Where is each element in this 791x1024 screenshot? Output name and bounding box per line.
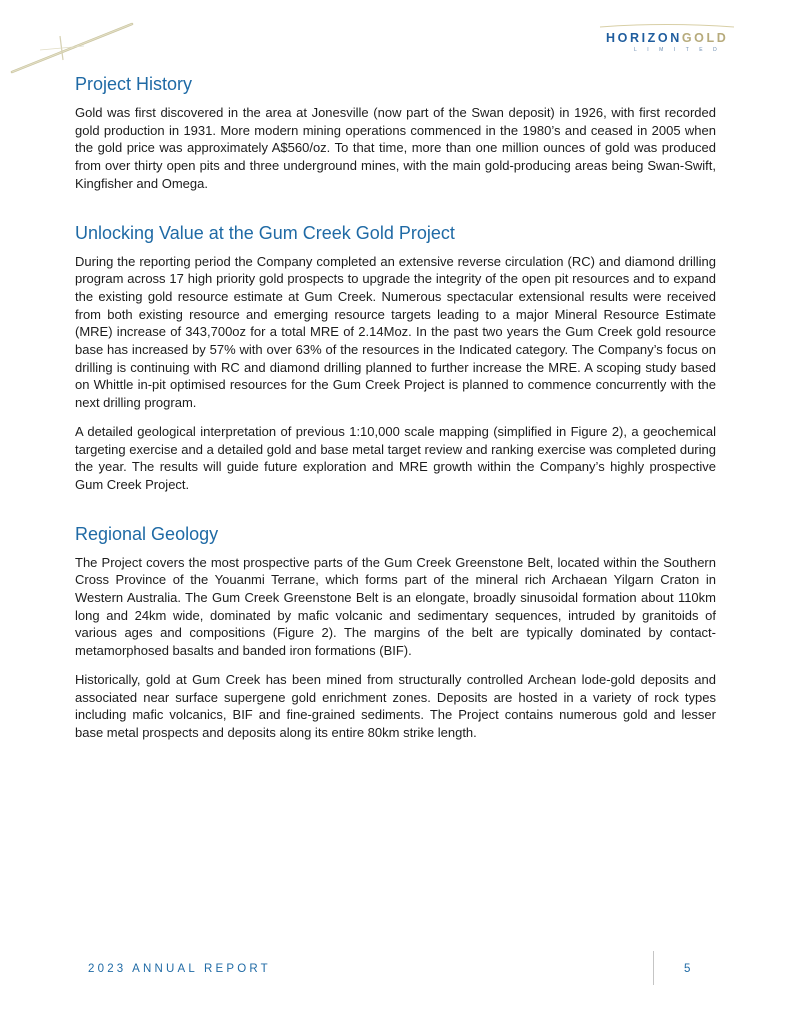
paragraph: Gold was first discovered in the area at Jonesville (now part of the Swan deposit) in 1926, with first recorded gold production in 1931. More modern mining operations commenced in the 1980’s and ceased in 2005 when the gold price was approximately A$560/oz. To that time, more than one million ounces of gold was produced from over thirty open pits and three underground mines, with the main gold-producing areas being Swan-Swift, Kingfisher and Omega. (75, 105, 716, 191)
logo-subtitle: LIMITED (634, 47, 728, 53)
section-heading: Regional Geology (75, 523, 219, 544)
footer-divider (653, 951, 654, 985)
footer-report-label: 2023 ANNUAL REPORT (88, 963, 271, 975)
company-logo (596, 24, 738, 58)
paragraph: During the reporting period the Company completed an extensive reverse circulation (RC) and diamond drilling program across 17 high priority gold prospects to upgrade the integrity of the open pit resources and to expand the existing gold resource estimate at Gum Creek. Numerous spectacular extensional results were received from both existing resource and emerging resource targets leading to a major Mineral Resource Estimate (MRE) increase of 343,700oz for a total MRE of 2.14Moz. In the past two years the Gum Creek gold resource base has increased by 57% with over 63% of the resources in the Indicated category. The Company’s focus on drilling is continuing with RC and diamond drilling planned to further increase the MRE. A scoping study based on Whittle in-pit optimised resources for the Gum Creek Project is planned to commence concurrently with the next drilling program. (75, 253, 716, 411)
section-project-history (75, 73, 716, 193)
page-number: 5 (684, 963, 691, 975)
paragraph: The Project covers the most prospective parts of the Gum Creek Greenstone Belt, located within the Southern Cross Province of the Youanmi Terrane, which forms part of the mineral rich Archaean Yilgarn Craton in Western Australia. The Gum Creek Greenstone Belt is an elongate, broadly sinusoidal formation about 110km long and 24km wide, dominated by mafic volcanic and sedimentary sequences, intruded by granitoids of various ages and compositions (Figure 2). The margins of the belt are typically dominated by contact-metamorphosed basalts and banded iron formations (BIF). (75, 554, 716, 659)
paragraph: A detailed geological interpretation of previous 1:10,000 scale mapping (simplified in Figure 2), a geochemical targeting exercise and a detailed gold and base metal target review and ranking exercise was completed during the year. The results will guide future exploration and MRE growth within the Company’s highly prospective Gum Creek Project. (75, 423, 716, 492)
decorative-star-icon (0, 0, 150, 80)
section-heading: Project History (75, 74, 193, 94)
paragraph: Historically, gold at Gum Creek has been mined from structurally controlled Archean lode-gold deposits and associated near surface supergene gold enrichment zones. Deposits are hosted in a variety of rock types including mafic volcanics, BIF and fine-grained sediments. The Project contains numerous gold and lesser base metal prospects and deposits along its entire 80km strike length. (75, 671, 716, 740)
section-heading: Unlocking Value at the Gum Creek Gold Project (75, 222, 455, 243)
section-regional-geology (75, 523, 716, 742)
section-unlocking-value (75, 222, 716, 494)
logo-wordmark: HORIZONGOLD (606, 31, 729, 45)
page-content (75, 73, 716, 771)
